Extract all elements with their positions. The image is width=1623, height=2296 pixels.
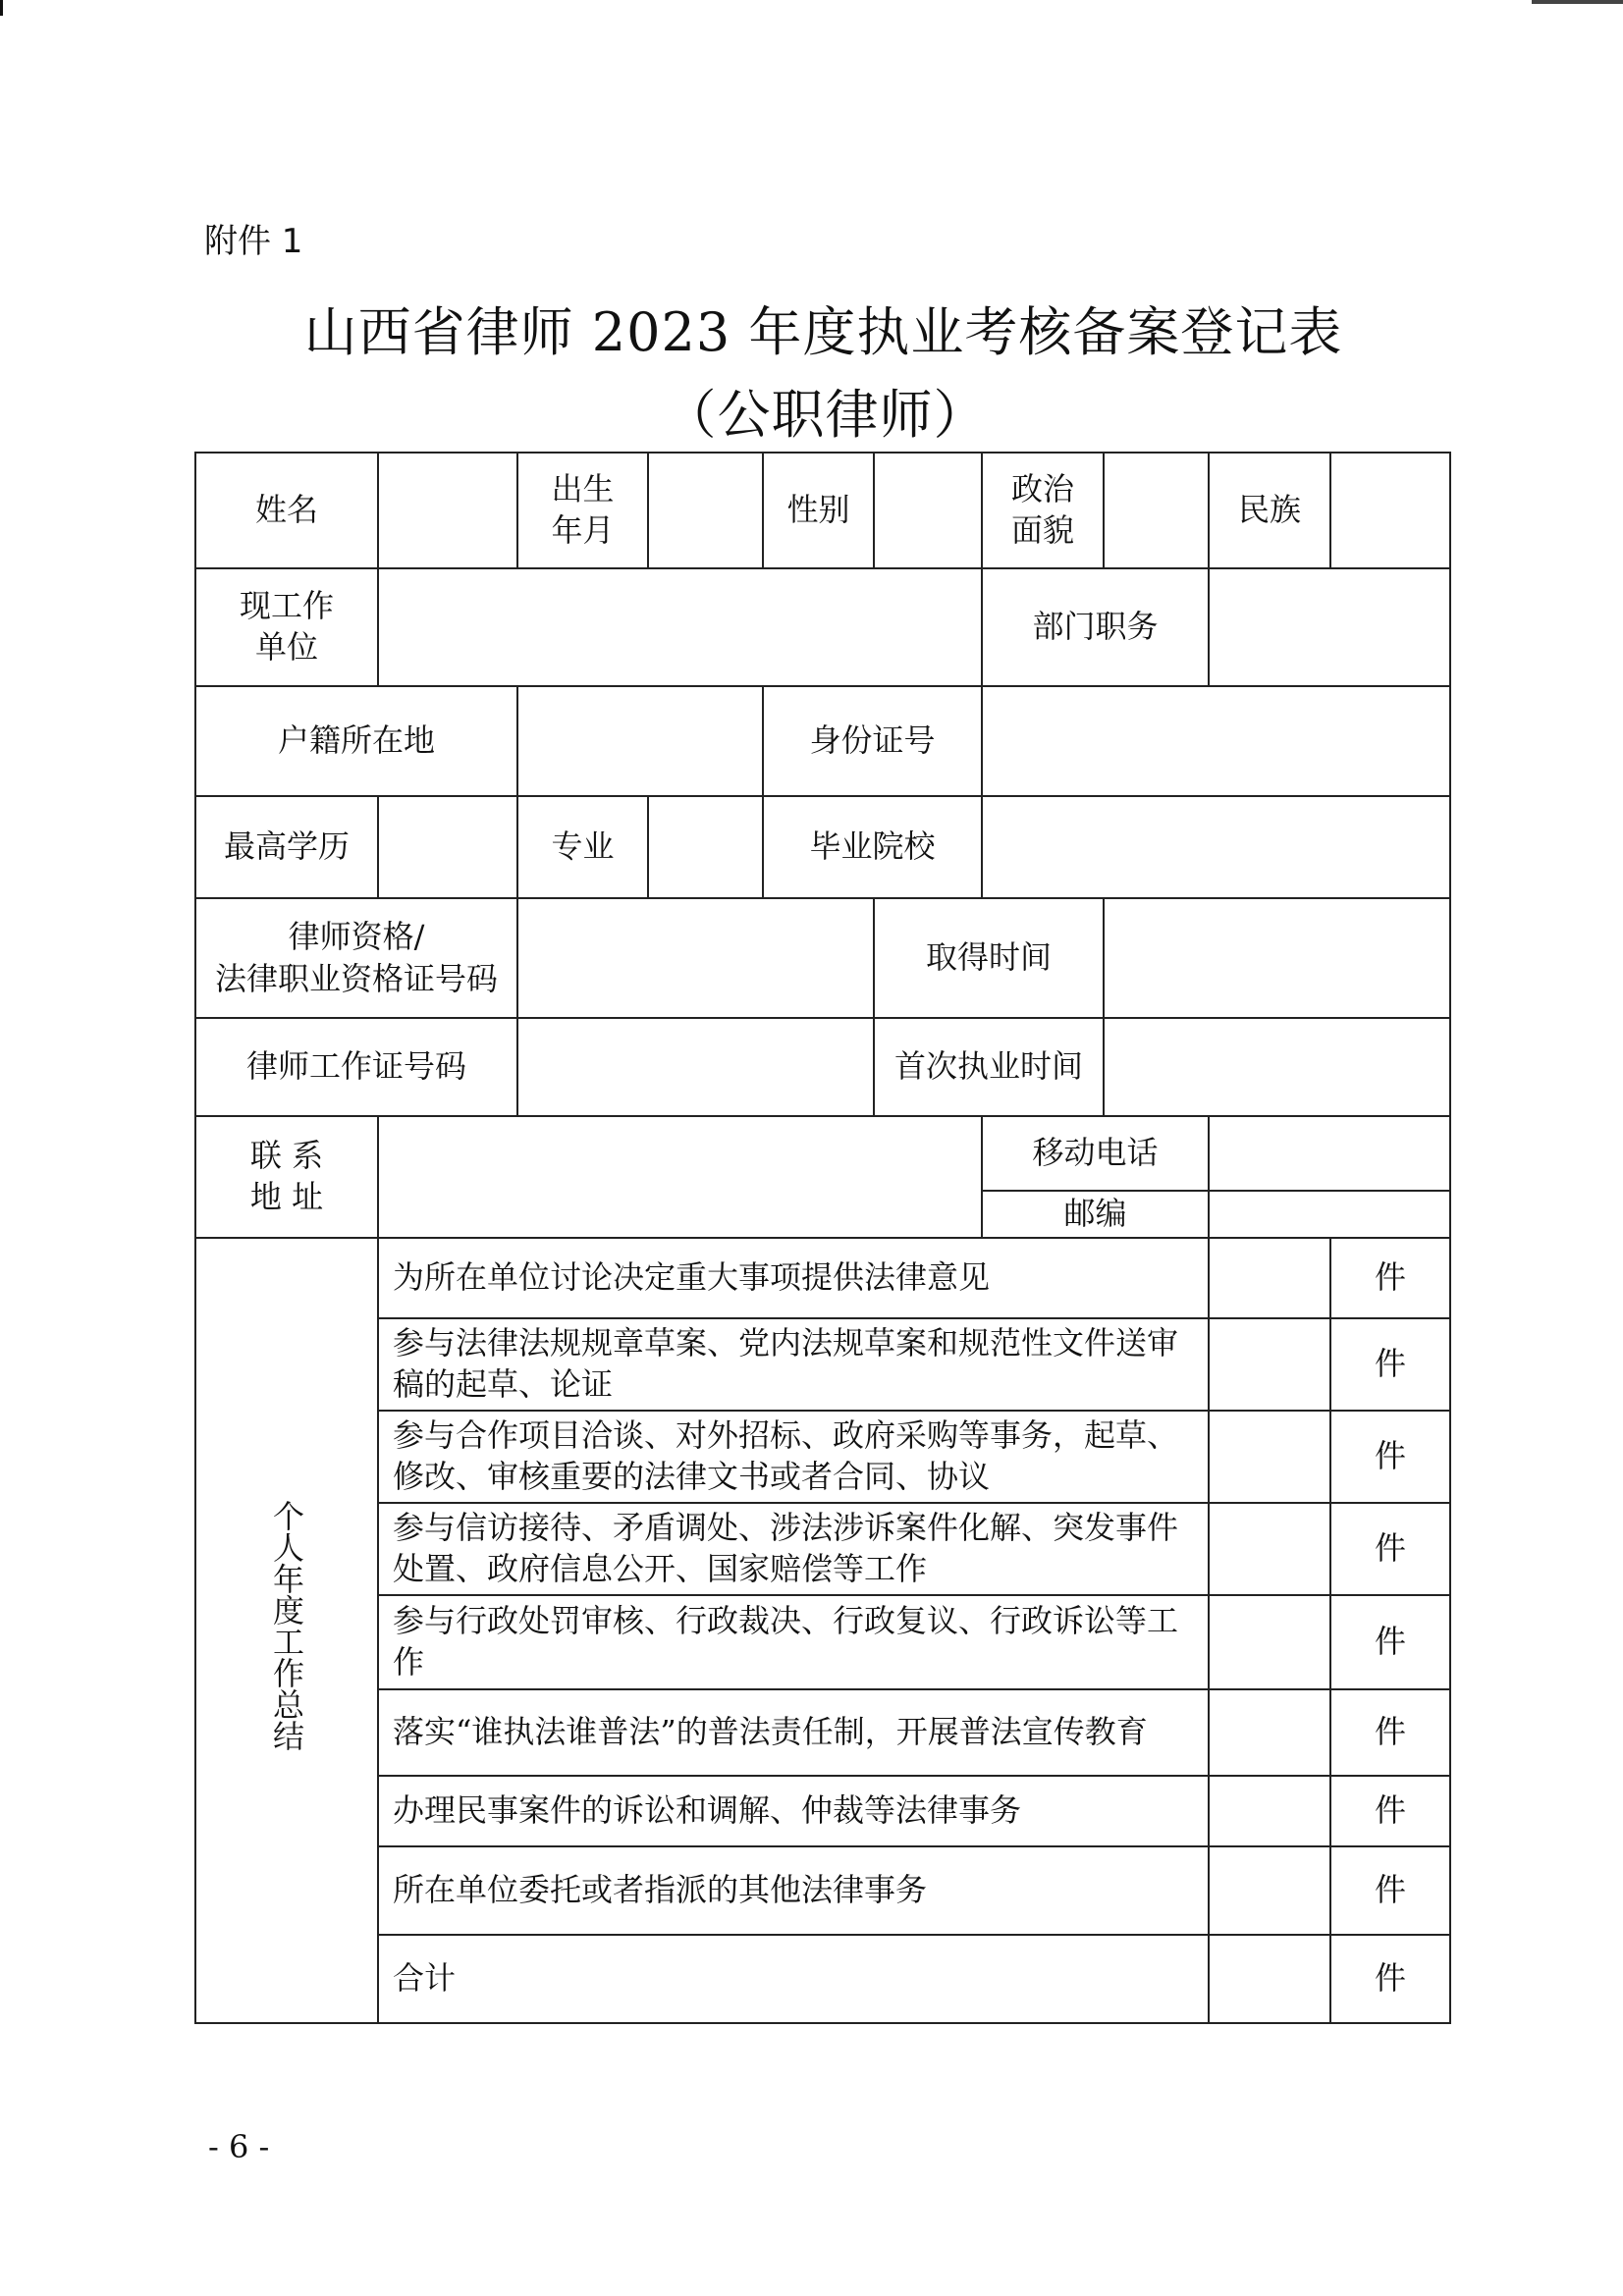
summary-item: 参与信访接待、矛盾调处、涉法涉诉案件化解、突发事件处置、政府信息公开、国家赔偿等工作	[378, 1503, 1209, 1595]
form-row-education	[195, 796, 1450, 898]
summary-count-input[interactable]	[1209, 1318, 1330, 1411]
input-qualification[interactable]	[517, 898, 874, 1018]
label-birth-line1: 出生	[551, 470, 615, 508]
input-ethnicity[interactable]	[1330, 453, 1450, 568]
label-school: 毕业院校	[763, 796, 982, 898]
form-row-work-cert	[195, 1018, 1450, 1116]
label-summary	[195, 1238, 378, 2023]
input-id-number[interactable]	[982, 686, 1450, 796]
summary-count-input[interactable]	[1209, 1595, 1330, 1689]
label-obtained-time: 取得时间	[874, 898, 1104, 1018]
label-dept-position: 部门职务	[982, 568, 1209, 686]
summary-row	[195, 1411, 1450, 1503]
summary-row	[195, 1595, 1450, 1689]
label-contact	[195, 1116, 378, 1238]
input-obtained-time[interactable]	[1104, 898, 1450, 1018]
input-contact-address[interactable]	[378, 1116, 982, 1238]
label-name: 姓名	[195, 453, 378, 568]
label-politics-line2: 面貌	[1010, 511, 1074, 549]
input-birth[interactable]	[648, 453, 763, 568]
summary-unit: 件	[1330, 1411, 1450, 1503]
summary-item: 落实“谁执法谁普法”的普法责任制，开展普法宣传教育	[378, 1689, 1209, 1776]
summary-item: 为所在单位讨论决定重大事项提供法律意见	[378, 1238, 1209, 1318]
summary-unit: 件	[1330, 1318, 1450, 1411]
summary-total-input[interactable]	[1209, 1935, 1330, 2023]
label-first-practice: 首次执业时间	[874, 1018, 1104, 1116]
form-row-household	[195, 686, 1450, 796]
label-contact-line1: 联 系	[249, 1137, 324, 1175]
summary-unit: 件	[1330, 1846, 1450, 1935]
label-major: 专业	[517, 796, 648, 898]
input-school[interactable]	[982, 796, 1450, 898]
summary-item: 参与行政处罚审核、行政裁决、行政复议、行政诉讼等工作	[378, 1595, 1209, 1689]
summary-count-input[interactable]	[1209, 1411, 1330, 1503]
label-contact-line2: 地 址	[249, 1178, 324, 1215]
summary-unit: 件	[1330, 1595, 1450, 1689]
input-gender[interactable]	[874, 453, 982, 568]
summary-vertical-label: 个人年度工作总结	[268, 1499, 305, 1751]
attachment-label: 附件 1	[204, 222, 303, 261]
label-mobile: 移动电话	[982, 1116, 1209, 1191]
form-row-qualification	[195, 898, 1450, 1018]
registration-form	[194, 452, 1451, 2024]
summary-row	[195, 1846, 1450, 1935]
label-household: 户籍所在地	[195, 686, 517, 796]
summary-item: 参与合作项目洽谈、对外招标、政府采购等事务，起草、修改、审核重要的法律文书或者合同、协议	[378, 1411, 1209, 1503]
label-gender: 性别	[763, 453, 874, 568]
label-education: 最高学历	[195, 796, 378, 898]
label-ethnicity: 民族	[1209, 453, 1330, 568]
form-row-basic	[195, 453, 1450, 568]
summary-row	[195, 1318, 1450, 1411]
input-postcode[interactable]	[1209, 1191, 1450, 1238]
summary-count-input[interactable]	[1209, 1776, 1330, 1846]
form-row-contact	[195, 1116, 1450, 1191]
label-work-cert: 律师工作证号码	[195, 1018, 517, 1116]
input-name[interactable]	[378, 453, 517, 568]
label-birth-line2: 年月	[551, 511, 615, 549]
summary-count-input[interactable]	[1209, 1503, 1330, 1595]
label-qualification-line2: 法律职业资格证号码	[214, 960, 498, 997]
input-politics[interactable]	[1104, 453, 1209, 568]
summary-item: 参与法律法规规章草案、党内法规草案和规范性文件送审稿的起草、论证	[378, 1318, 1209, 1411]
summary-row	[195, 1503, 1450, 1595]
scan-mark	[0, 0, 3, 16]
label-qualification-line1: 律师资格/	[288, 917, 425, 955]
summary-count-input[interactable]	[1209, 1846, 1330, 1935]
label-politics-line1: 政治	[1010, 470, 1074, 508]
input-mobile[interactable]	[1209, 1116, 1450, 1191]
label-qualification	[195, 898, 517, 1018]
summary-count-input[interactable]	[1209, 1689, 1330, 1776]
input-work-cert[interactable]	[517, 1018, 874, 1116]
input-dept-position[interactable]	[1209, 568, 1450, 686]
summary-row	[195, 1776, 1450, 1846]
summary-unit: 件	[1330, 1776, 1450, 1846]
summary-unit: 件	[1330, 1935, 1450, 2023]
summary-item: 办理民事案件的诉讼和调解、仲裁等法律事务	[378, 1776, 1209, 1846]
page-number: - 6 -	[208, 2128, 270, 2165]
summary-total-row	[195, 1935, 1450, 2023]
summary-count-input[interactable]	[1209, 1238, 1330, 1318]
label-politics	[982, 453, 1104, 568]
summary-unit: 件	[1330, 1689, 1450, 1776]
summary-total-label: 合计	[378, 1935, 1209, 2023]
input-major[interactable]	[648, 796, 763, 898]
label-work-unit-line1: 现工作	[239, 587, 334, 625]
summary-row	[195, 1238, 1450, 1318]
form-title: 山西省律师 2023 年度执业考核备案登记表	[303, 301, 1343, 363]
input-work-unit[interactable]	[378, 568, 982, 686]
summary-unit: 件	[1330, 1503, 1450, 1595]
label-work-unit	[195, 568, 378, 686]
label-postcode: 邮编	[982, 1191, 1209, 1238]
label-birth	[517, 453, 648, 568]
summary-unit: 件	[1330, 1238, 1450, 1318]
scan-mark	[1532, 0, 1623, 4]
form-subtitle: （公职律师）	[663, 384, 988, 446]
input-education[interactable]	[378, 796, 517, 898]
label-id-number: 身份证号	[763, 686, 982, 796]
summary-item: 所在单位委托或者指派的其他法律事务	[378, 1846, 1209, 1935]
summary-row	[195, 1689, 1450, 1776]
input-household[interactable]	[517, 686, 763, 796]
label-work-unit-line2: 单位	[254, 628, 318, 666]
form-row-work-unit	[195, 568, 1450, 686]
input-first-practice[interactable]	[1104, 1018, 1450, 1116]
